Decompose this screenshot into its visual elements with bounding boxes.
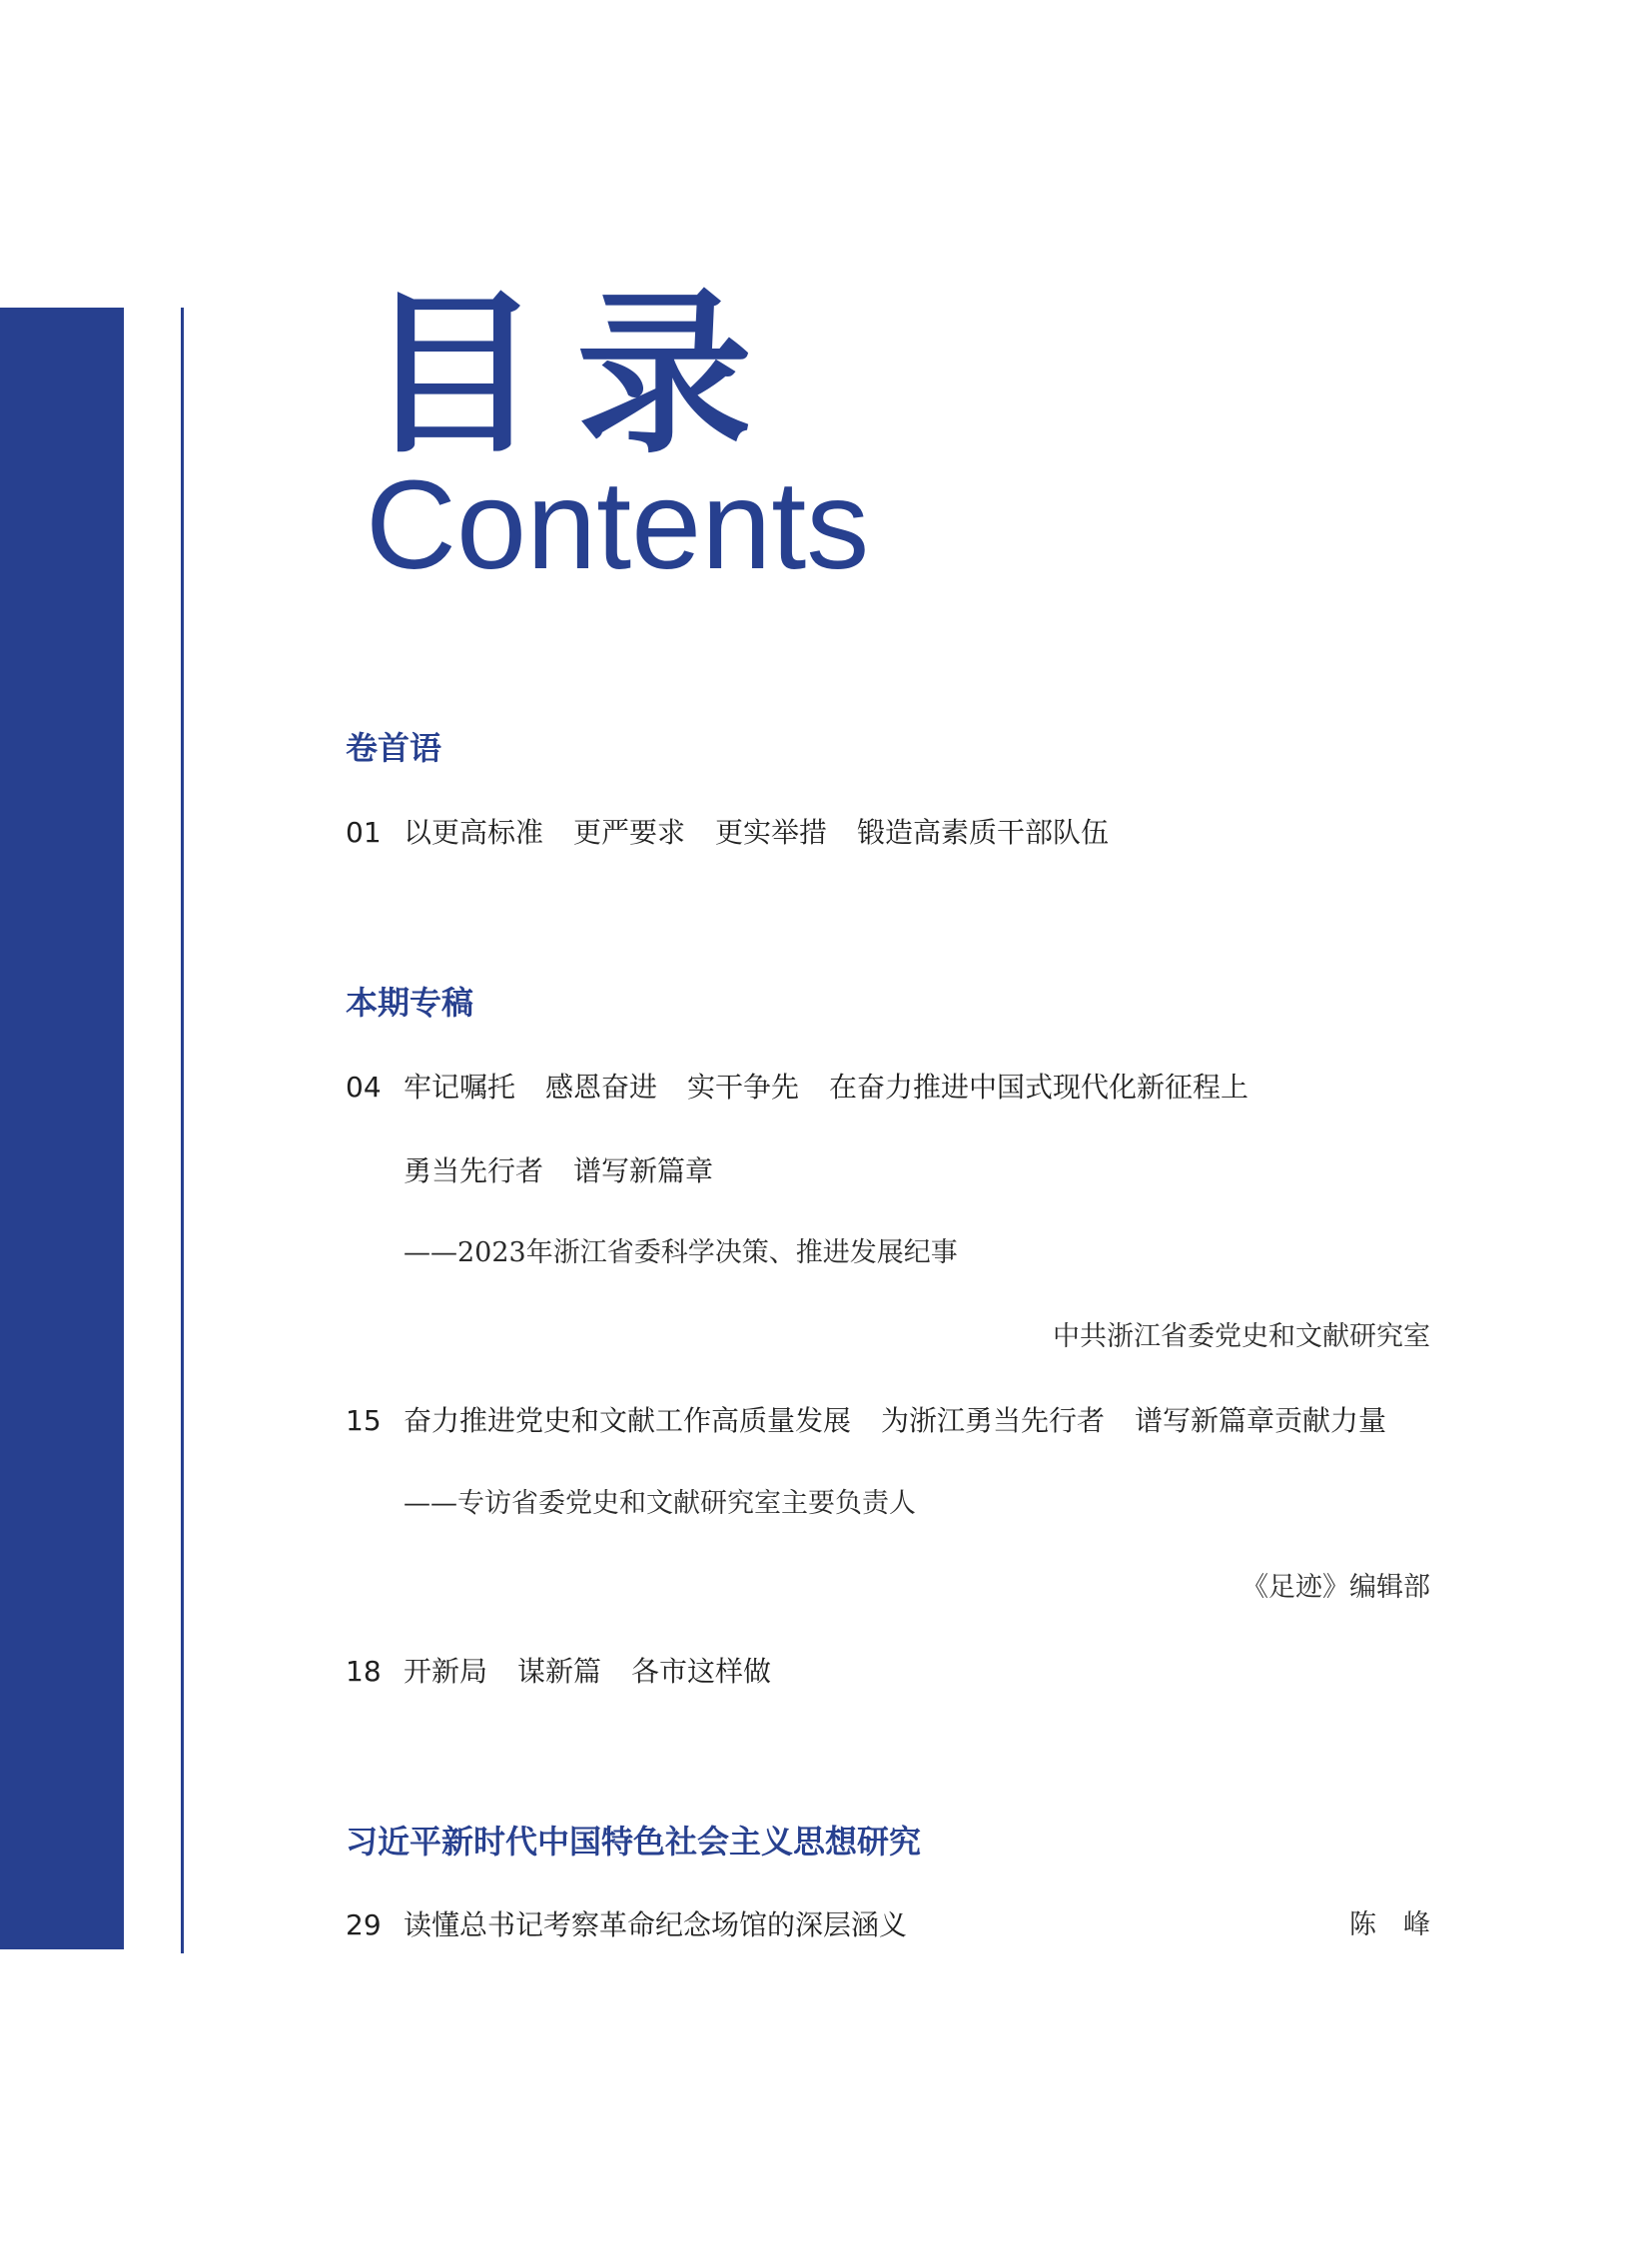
entry-title-part: 开新局 [404, 1655, 488, 1688]
section-heading-preface: 卷首语 [346, 729, 442, 767]
page-title-chinese: 目录 [366, 273, 788, 477]
toc-entry-18[interactable] [346, 1655, 772, 1688]
page-number: 18 [346, 1655, 382, 1688]
section-heading-feature: 本期专稿 [346, 984, 474, 1022]
entry-title-part: 为浙江勇当先行者 [881, 1404, 1106, 1437]
toc-entry-04[interactable] [346, 1071, 1249, 1104]
toc-entry-04-continued[interactable] [404, 1154, 714, 1187]
entry-author: 陈 峰 [1349, 1909, 1430, 1940]
page-number: 04 [346, 1071, 382, 1104]
left-color-bar [0, 308, 124, 1949]
page-number: 15 [346, 1404, 382, 1437]
entry-title-part: 谱写新篇章贡献力量 [1135, 1404, 1387, 1437]
entry-title-part: 以更高标准 [404, 816, 544, 849]
entry-title-part: 谋新篇 [517, 1655, 602, 1688]
entry-title-part: 实干争先 [687, 1071, 800, 1104]
toc-entry-01[interactable] [346, 816, 1110, 849]
entry-title: 读懂总书记考察革命纪念场馆的深层涵义 [404, 1908, 908, 1941]
toc-entry-15[interactable] [346, 1404, 1387, 1437]
entry-subtitle: ——专访省委党史和文献研究室主要负责人 [404, 1488, 916, 1519]
toc-entry-29[interactable] [346, 1908, 908, 1941]
entry-title-part: 感恩奋进 [545, 1071, 658, 1104]
entry-title-part: 谱写新篇章 [573, 1154, 714, 1187]
page-title-english: Contents [366, 454, 870, 595]
entry-title-part: 各市这样做 [631, 1655, 772, 1688]
entry-title-part: 勇当先行者 [404, 1154, 544, 1187]
vertical-divider [181, 308, 184, 1953]
page-number: 01 [346, 816, 382, 849]
page-number: 29 [346, 1908, 382, 1941]
entry-title-part: 奋力推进党史和文献工作高质量发展 [404, 1404, 852, 1437]
entry-title-part: 牢记嘱托 [404, 1071, 516, 1104]
entry-author: 中共浙江省委党史和文献研究室 [1053, 1321, 1430, 1352]
entry-title-part: 锻造高素质干部队伍 [857, 816, 1110, 849]
entry-title-part: 更实举措 [715, 816, 828, 849]
section-heading-research: 习近平新时代中国特色社会主义思想研究 [346, 1823, 922, 1861]
entry-subtitle: ——2023年浙江省委科学决策、推进发展纪事 [404, 1237, 958, 1268]
entry-title-part: 更严要求 [573, 816, 686, 849]
entry-author: 《足迹》编辑部 [1241, 1572, 1430, 1603]
entry-title-part: 在奋力推进中国式现代化新征程上 [829, 1071, 1249, 1104]
